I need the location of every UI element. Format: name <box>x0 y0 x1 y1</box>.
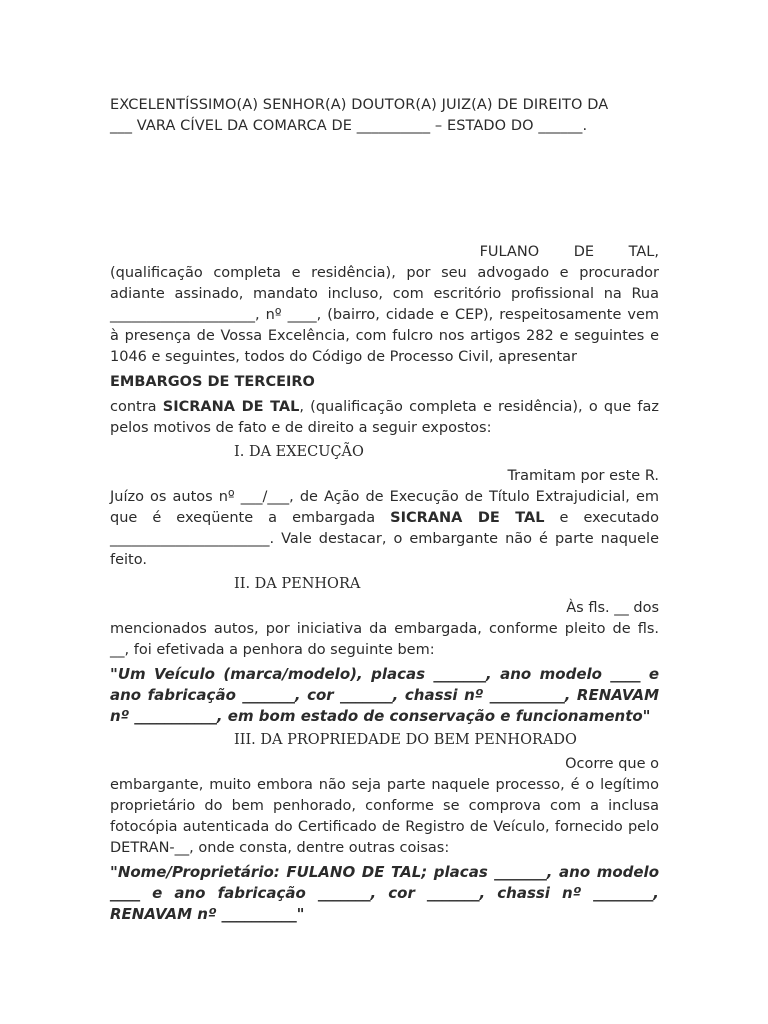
section-heading-propriedade: III. DA PROPRIEDADE DO BEM PENHORADO <box>234 732 577 748</box>
section-2-lead: Às fls. __ dos <box>566 600 659 616</box>
court-address-header <box>110 95 659 137</box>
document-body <box>110 242 659 925</box>
section-1-text-a: Juízo os autos nº ___/___, de Ação de Execução de Título Extrajudicial, em que é exeqüente a embargada <box>110 489 659 526</box>
against-suffix: , (qualificação completa e residência), o que faz pelos motivos de fato e de direito a seguir expostos: <box>110 399 659 436</box>
section-2-paragraph: mencionados autos, por iniciativa da embargada, conforme pleito de fls. __, foi efetivada a penhora do seguinte bem: <box>110 621 659 658</box>
section-1-lead: Tramitam por este R. <box>507 468 659 484</box>
section-heading-penhora: II. DA PENHORA <box>234 576 361 592</box>
section-1-paragraph <box>110 487 659 571</box>
section-3-paragraph: embargante, muito embora não seja parte naquele processo, é o legítimo proprietário do bem penhorado, conforme se comprova com a inclusa fotocópia autenticada do Certificado de Registro de Veículo, fornecido pelo DETRAN-__, onde consta, dentre outras coisas: <box>110 777 659 856</box>
section-1-bold-name: SICRANA DE TAL <box>390 510 545 526</box>
header-line-2: ___ VARA CÍVEL DA COMARCA DE __________ – ESTADO DO ______. <box>110 118 588 134</box>
against-paragraph <box>110 397 659 439</box>
petition-title: EMBARGOS DE TERCEIRO <box>110 374 315 390</box>
section-3-quote: "Nome/Proprietário: FULANO DE TAL; placas _______, ano modelo ____ e ano fabricação _______, cor _______, chassi nº ________, RENAVAM nº __________" <box>110 863 659 923</box>
plaintiff-name: FULANO DE TAL, <box>479 244 659 260</box>
section-1-text-b: e executado ______________________. Vale destacar, o embargante não é parte naquele feito. <box>110 510 659 568</box>
defendant-name: SICRANA DE TAL <box>162 399 300 415</box>
header-line-1: EXCELENTÍSSIMO(A) SENHOR(A) DOUTOR(A) JUIZ(A) DE DIREITO DA <box>110 97 609 113</box>
section-3-lead: Ocorre que o <box>565 756 659 772</box>
section-2-quote: "Um Veículo (marca/modelo), placas _______, ano modelo ____ e ano fabricação _______, cor _______, chassi nº __________, RENAVAM nº ___________, em bom estado de conservação e funcionamento" <box>110 665 659 725</box>
intro-paragraph: (qualificação completa e residência), por seu advogado e procurador adiante assinado, mandato incluso, com escritório profissional na Rua ____________________, nº ____, (bairro, cidade e CEP), respeitosamente vem à presença de Vossa Excelência, com fulcro nos artigos 282 e seguintes e 1046 e seguintes, todos do Código de Processo Civil, apresentar <box>110 265 659 365</box>
section-heading-execution: I. DA EXECUÇÃO <box>234 444 364 460</box>
against-prefix: contra <box>110 399 163 415</box>
